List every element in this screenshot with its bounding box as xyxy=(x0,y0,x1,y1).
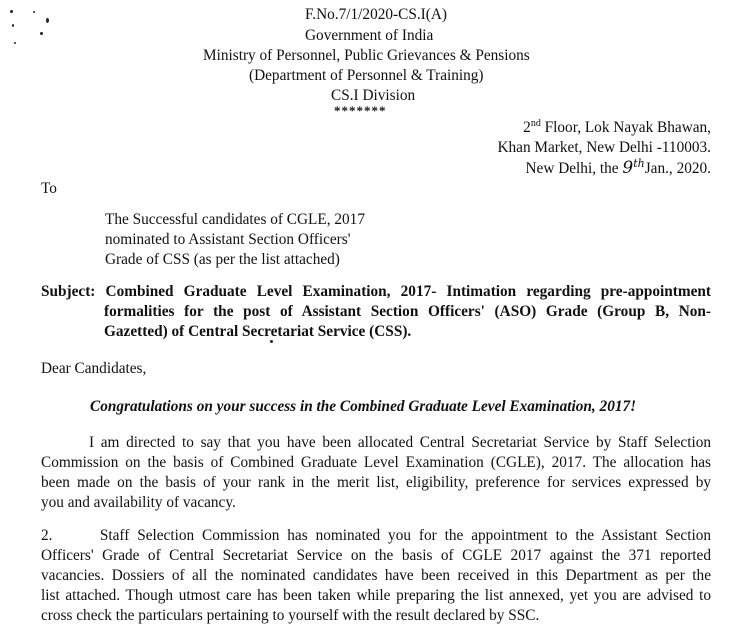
subject-block xyxy=(41,282,711,342)
recipient-line: nominated to Assistant Section Officers' xyxy=(105,231,351,248)
scan-speck xyxy=(46,18,49,23)
scan-speck xyxy=(14,42,16,44)
subject-line: Subject: Combined Graduate Level Examination, 2017- Intimation regarding pre-appointment xyxy=(41,283,711,300)
scan-speck xyxy=(10,10,13,13)
paragraph-1-line: been made on the basis of your rank in the merit list, eligibility, preference for services expressed by xyxy=(41,474,711,491)
subject-line: Gazetted) of Central Secretariat Service (CSS). xyxy=(104,323,412,340)
subject-line: formalities for the post of Assistant Section Officers' (ASO) Grade (Group B, Non- xyxy=(104,303,711,320)
ministry-line: Ministry of Personnel, Public Grievances & Pensions xyxy=(203,47,530,64)
government-line: Government of India xyxy=(305,27,434,44)
address-line-1 xyxy=(523,118,711,138)
paragraph-1-line: I am directed to say that you have been allocated Central Secretariat Service by Staff Selection xyxy=(89,434,711,451)
date-day-handwritten: 9 xyxy=(622,158,634,178)
division-line: CS.I Division xyxy=(331,87,416,104)
paragraph-2-line: list attached. Though utmost care has been taken while preparing the list annexed, yet you are advised to xyxy=(41,587,711,604)
scan-speck xyxy=(40,32,43,35)
floor-rest: Floor, Lok Nayak Bhawan, xyxy=(540,119,711,136)
paragraph-2-line: vacancies. Dossiers of all the nominated candidates have been received in this Department as per the xyxy=(41,567,711,584)
date-line xyxy=(526,158,712,179)
date-superscript-handwritten: th xyxy=(633,156,645,170)
date-suffix: Jan., 2020. xyxy=(644,160,711,177)
separator-stars: ******* xyxy=(334,103,387,118)
floor-number: 2 xyxy=(523,119,531,136)
paragraph-1-line: Commission on the basis of Combined Graduate Level Examination (CGLE), 2017. The allocation has xyxy=(41,454,711,471)
congratulations-line: Congratulations on your success in the Combined Graduate Level Examination, 2017! xyxy=(90,398,637,415)
file-number: F.No.7/1/2020-CS.I(A) xyxy=(305,6,447,23)
paragraph-1 xyxy=(41,433,711,513)
paragraph-2-line: Officers' Grade of Central Secretariat Service on the basis of CGLE 2017 against the 371 reported xyxy=(41,547,711,564)
scan-speck xyxy=(12,24,14,27)
salutation: Dear Candidates, xyxy=(41,360,147,377)
address-line-2: Khan Market, New Delhi -110003. xyxy=(497,139,711,156)
paragraph-2-line: 2. Staff Selection Commission has nominated you for the appointment to the Assistant Section xyxy=(41,527,711,544)
recipient-line: Grade of CSS (as per the list attached) xyxy=(105,251,340,268)
scan-speck xyxy=(33,11,35,13)
to-label: To xyxy=(41,180,57,197)
paragraph-2-line: cross check the particulars pertaining to yourself with the result declared by SSC. xyxy=(41,607,540,624)
date-prefix: New Delhi, the xyxy=(525,160,623,177)
paragraph-1-line: you and availability of vacancy. xyxy=(41,494,236,511)
recipient-line: The Successful candidates of CGLE, 2017 xyxy=(105,211,365,228)
paragraph-2 xyxy=(41,526,711,626)
floor-superscript: nd xyxy=(530,117,541,129)
department-line: (Department of Personnel & Training) xyxy=(249,67,484,84)
